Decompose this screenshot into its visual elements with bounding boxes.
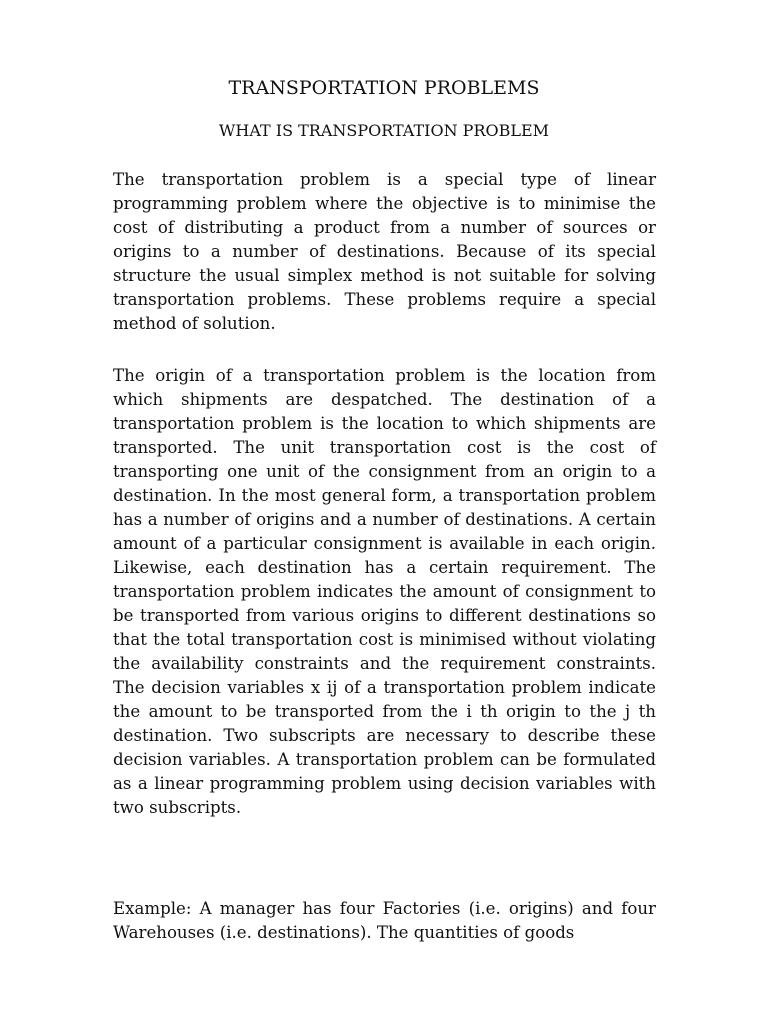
paragraph-example: Example: A manager has four Factories (i.e. origins) and four Warehouses (i.e. destinations). The quantities of goods <box>113 899 656 942</box>
document-title: TRANSPORTATION PROBLEMS <box>228 77 540 99</box>
paragraph-definition: The transportation problem is a special type of linear programming problem where the objective is to minimise the cost of distributing a product from a number of sources or origins to a number of destinations. Because of its special structure the usual simplex method is not suitable for solving transportation problems. These problems require a special method of solution. <box>113 170 656 333</box>
paragraph-origin-destination: The origin of a transportation problem is the location from which shipments are despatched. The destination of a transportation problem is the location to which shipments are transported. The unit transportation cost is the cost of transporting one unit of the consignment from an origin to a destination. In the most general form, a transportation problem has a number of origins and a number of destinations. A certain amount of a particular consignment is available in each origin. Likewise, each destination has a certain requirement. The transportation problem indicates the amount of consignment to be transported from various origins to different destinations so that the total transportation cost is minimised without violating the availability constraints and the requirement constraints. The decision variables x ij of a transportation problem indicate the amount to be transported from the i th origin to the j th destination. Two subscripts are necessary to describe these decision variables. A transportation problem can be formulated as a linear programming problem using decision variables with two subscripts. <box>113 366 656 817</box>
section-heading: WHAT IS TRANSPORTATION PROBLEM <box>218 121 550 140</box>
